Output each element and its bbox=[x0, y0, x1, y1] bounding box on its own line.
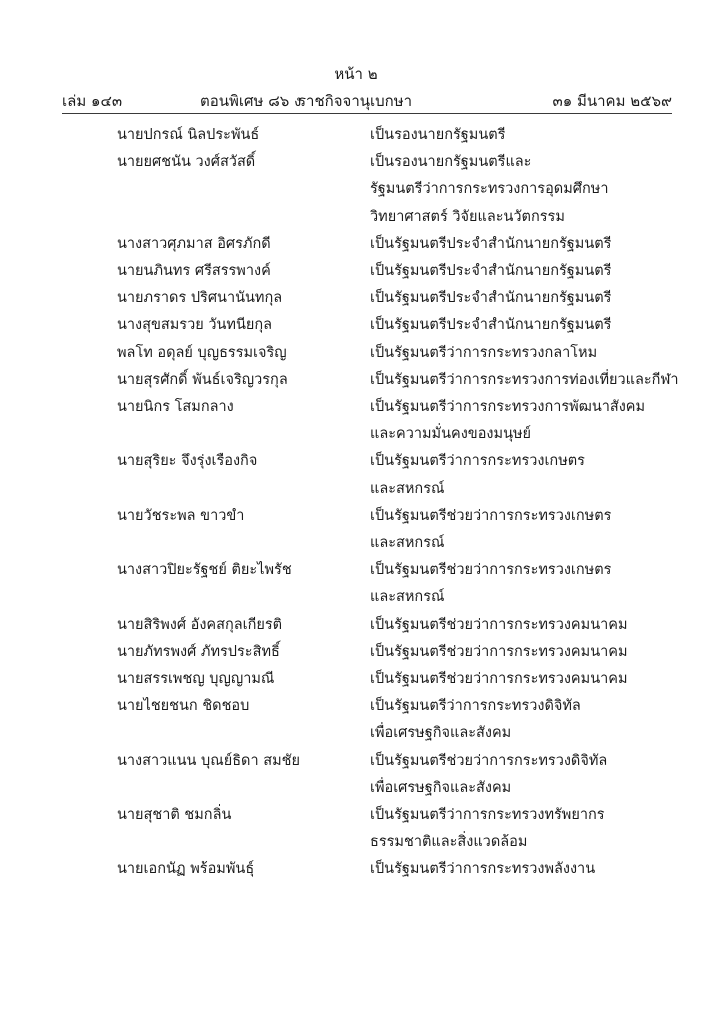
minister-position bbox=[370, 748, 690, 802]
appointment-entry bbox=[0, 748, 712, 802]
appointment-entry bbox=[0, 340, 712, 367]
position-line: เป็นรัฐมนตรีประจำสำนักนายกรัฐมนตรี bbox=[370, 290, 612, 307]
position-line: เป็นรัฐมนตรีช่วยว่าการกระทรวงคมนาคม bbox=[370, 671, 628, 688]
position-line: วิทยาศาสตร์ วิจัยและนวัตกรรม bbox=[370, 208, 565, 225]
appointment-entry bbox=[0, 149, 712, 231]
minister-name: นายสิริพงศ์ อังคสกุลเกียรติ bbox=[117, 616, 283, 633]
minister-position bbox=[370, 285, 690, 312]
position-line: เป็นรัฐมนตรีว่าการกระทรวงทรัพยากร bbox=[370, 807, 605, 824]
position-line: และสหกรณ์ bbox=[370, 589, 445, 606]
appointment-entry bbox=[0, 503, 712, 557]
position-line: เป็นรัฐมนตรีว่าการกระทรวงพลังงาน bbox=[370, 861, 596, 878]
appointment-entry bbox=[0, 802, 712, 856]
position-line: เป็นรัฐมนตรีว่าการกระทรวงกลาโหม bbox=[370, 344, 598, 361]
position-line: เป็นรัฐมนตรีว่าการกระทรวงการท่องเที่ยวและกีฬา bbox=[370, 371, 679, 388]
appointment-entry bbox=[0, 285, 712, 312]
appointment-entry bbox=[0, 856, 712, 883]
publication-date: ๓๑ มีนาคม ๒๕๖๙ bbox=[552, 92, 672, 110]
position-line: และความมั่นคงของมนุษย์ bbox=[370, 426, 532, 443]
position-line: เป็นรัฐมนตรีช่วยว่าการกระทรวงเกษตร bbox=[370, 507, 612, 524]
appointment-entry bbox=[0, 312, 712, 339]
page-number: หน้า ๒ bbox=[334, 65, 378, 83]
minister-position bbox=[370, 666, 690, 693]
minister-name: นายสุรศักดิ์ พันธ์เจริญวรกุล bbox=[117, 371, 288, 388]
gazette-title: ราชกิจจานุเบกษา bbox=[298, 92, 413, 110]
minister-position bbox=[370, 612, 690, 639]
minister-position bbox=[370, 856, 690, 883]
minister-name: พลโท อดุลย์ บุญธรรมเจริญ bbox=[117, 344, 287, 361]
minister-position bbox=[370, 312, 690, 339]
issue-number: ตอนพิเศษ ๘๖ ง bbox=[200, 92, 302, 110]
appointment-entry bbox=[0, 394, 712, 448]
minister-position bbox=[370, 693, 690, 747]
minister-name: นางสาวศุภมาส อิศรภักดี bbox=[117, 235, 271, 252]
minister-position bbox=[370, 802, 690, 856]
minister-position bbox=[370, 258, 690, 285]
minister-name: นายปกรณ์ นิลประพันธ์ bbox=[117, 127, 260, 143]
minister-name: นายไชยชนก ชิดชอบ bbox=[117, 698, 250, 715]
position-line: ธรรมชาติและสิ่งแวดล้อม bbox=[370, 834, 528, 851]
minister-position bbox=[370, 149, 690, 231]
appointment-entry bbox=[0, 693, 712, 747]
position-line: เป็นรัฐมนตรีประจำสำนักนายกรัฐมนตรี bbox=[370, 235, 612, 252]
position-line: เป็นรัฐมนตรีประจำสำนักนายกรัฐมนตรี bbox=[370, 263, 612, 280]
minister-name: นายสรรเพชญ บุญญามณี bbox=[117, 671, 275, 688]
position-line: และสหกรณ์ bbox=[370, 480, 445, 497]
minister-name: นายภราดร ปริศนานันทกุล bbox=[117, 290, 283, 307]
minister-name: นายสุริยะ จึงรุ่งเรืองกิจ bbox=[117, 453, 258, 470]
appointment-entry bbox=[0, 666, 712, 693]
appointment-entry bbox=[0, 231, 712, 258]
appointment-entry bbox=[0, 639, 712, 666]
gazette-header bbox=[62, 89, 672, 111]
minister-name: นายนภินทร ศรีสรรพางค์ bbox=[117, 263, 271, 280]
minister-name: นายวัชระพล ขาวขำ bbox=[117, 507, 245, 524]
appointment-entry bbox=[0, 557, 712, 611]
position-line: เป็นรัฐมนตรีช่วยว่าการกระทรวงเกษตร bbox=[370, 562, 612, 579]
header-rule bbox=[62, 113, 672, 114]
position-line: รัฐมนตรีว่าการกระทรวงการอุดมศึกษา bbox=[370, 181, 609, 198]
position-line: เป็นรองนายกรัฐมนตรีและ bbox=[370, 154, 532, 171]
minister-name: นายภัทรพงศ์ ภัทรประสิทธิ์ bbox=[117, 643, 280, 660]
position-line: เป็นรัฐมนตรีช่วยว่าการกระทรวงคมนาคม bbox=[370, 616, 628, 633]
minister-name: นายเอกนัฏ พร้อมพันธุ์ bbox=[117, 861, 255, 878]
position-line: เป็นรัฐมนตรีช่วยว่าการกระทรวงคมนาคม bbox=[370, 643, 628, 660]
minister-position bbox=[370, 557, 690, 611]
minister-name: นายสุชาติ ชมกลิ่น bbox=[117, 807, 232, 824]
minister-name: นายยศชนัน วงศ์สวัสดิ์ bbox=[117, 154, 256, 171]
position-line: เพื่อเศรษฐกิจและสังคม bbox=[370, 725, 512, 742]
minister-position bbox=[370, 639, 690, 666]
appointment-entry bbox=[0, 448, 712, 502]
minister-name: นางสาวปิยะรัฐชย์ ติยะไพรัช bbox=[117, 562, 292, 579]
position-line: เป็นรัฐมนตรีว่าการกระทรวงเกษตร bbox=[370, 453, 585, 470]
position-line: เป็นรัฐมนตรีว่าการกระทรวงดิจิทัล bbox=[370, 698, 581, 715]
appointment-list bbox=[0, 122, 712, 884]
position-line: เป็นรัฐมนตรีช่วยว่าการกระทรวงดิจิทัล bbox=[370, 752, 608, 769]
minister-name: นายนิกร โสมกลาง bbox=[117, 399, 234, 416]
minister-position bbox=[370, 394, 690, 448]
position-line: เป็นรัฐมนตรีว่าการกระทรวงการพัฒนาสังคม bbox=[370, 399, 646, 416]
minister-position bbox=[370, 503, 690, 557]
position-line: เพื่อเศรษฐกิจและสังคม bbox=[370, 779, 512, 796]
appointment-entry bbox=[0, 122, 712, 149]
minister-name: นางสาวแนน บุณย์ธิดา สมชัย bbox=[117, 752, 300, 769]
appointment-entry bbox=[0, 612, 712, 639]
minister-position bbox=[370, 367, 690, 394]
minister-name: นางสุขสมรวย วันทนียกุล bbox=[117, 317, 273, 334]
minister-position bbox=[370, 340, 690, 367]
position-line: เป็นรัฐมนตรีประจำสำนักนายกรัฐมนตรี bbox=[370, 317, 612, 334]
minister-position bbox=[370, 448, 690, 502]
minister-position bbox=[370, 122, 690, 149]
appointment-entry bbox=[0, 367, 712, 394]
position-line: และสหกรณ์ bbox=[370, 535, 445, 552]
volume-number: เล่ม ๑๔๓ bbox=[62, 92, 123, 110]
appointment-entry bbox=[0, 258, 712, 285]
position-line: เป็นรองนายกรัฐมนตรี bbox=[370, 127, 506, 143]
minister-position bbox=[370, 231, 690, 258]
